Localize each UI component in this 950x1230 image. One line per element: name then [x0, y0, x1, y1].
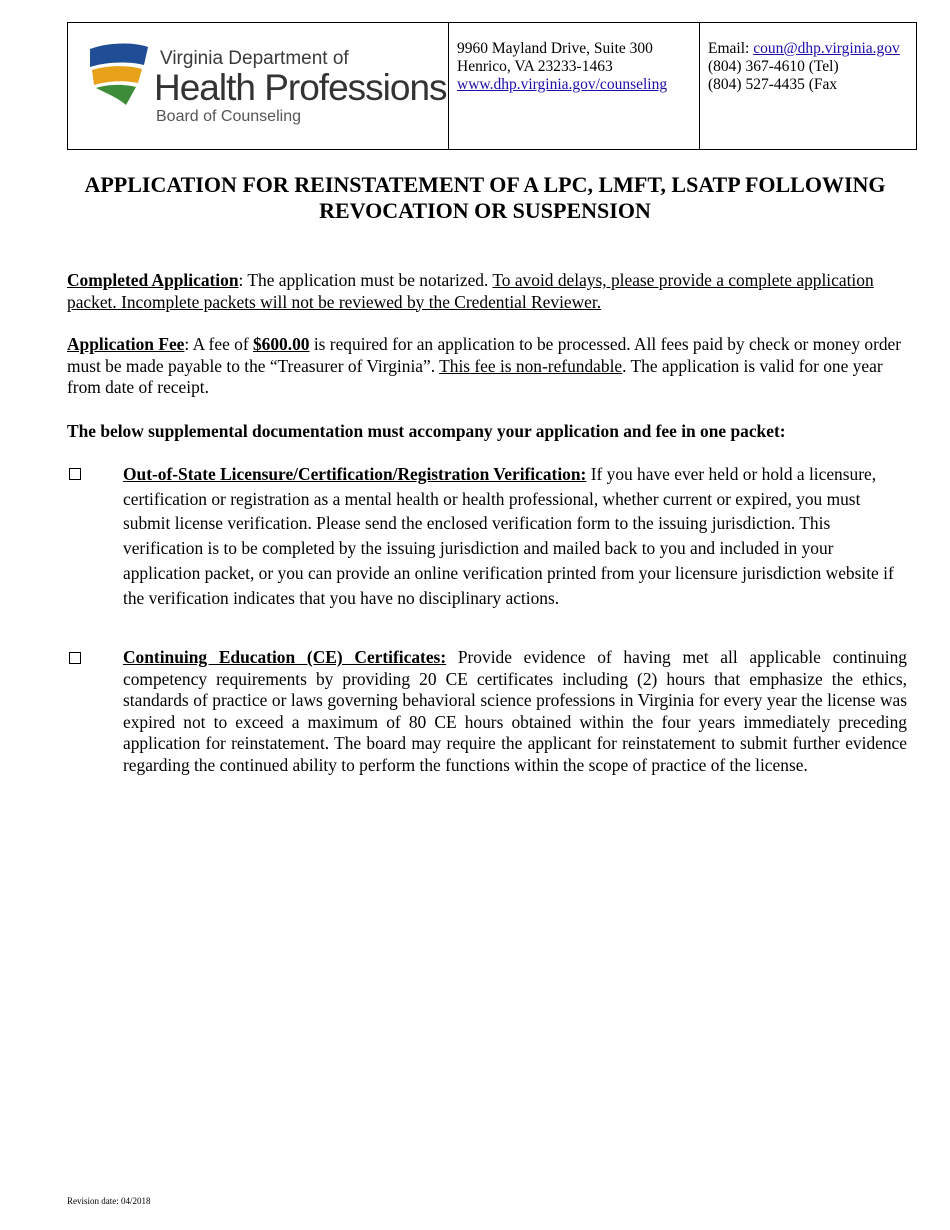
logo-text-line1: Virginia Department of	[160, 48, 349, 69]
supplemental-heading: The below supplemental documentation must accompany your application and fee in one packet:	[67, 421, 786, 441]
completed-application-heading: Completed Application	[67, 270, 239, 290]
checklist-item-text: If you have ever held or hold a licensure, certification or registration as a mental health or health professional, whether current or expired, you must submit license verification. Please send the enclosed verification form to the issuing jurisdiction. This verification is to be completed by the issuing jurisdiction and mailed back to you and included in your application packet, or you can provide an online verification printed from your licensure jurisdiction website if the verification indicates that you have no disciplinary actions.	[123, 464, 894, 608]
non-refundable-note: This fee is non-refundable	[439, 355, 623, 376]
email-link[interactable]: coun@dhp.virginia.gov	[753, 40, 900, 57]
checklist-item-heading: Continuing Education (CE) Certificates:	[123, 647, 447, 667]
address-line1: 9960 Mayland Drive, Suite 300	[457, 40, 653, 57]
logo-cell	[68, 23, 449, 150]
checkbox-ce-certificates[interactable]	[69, 652, 81, 664]
contact-cell	[700, 23, 917, 150]
application-fee-amount: $600.00	[252, 334, 310, 354]
completed-application-note: To avoid delays, please provide a complete application packet. Incomplete packets will not be reviewed by the Credential Reviewer.	[67, 270, 874, 312]
application-fee-text3: . The application is valid for one year from date of receipt.	[67, 355, 883, 397]
revision-date: Revision date: 04/2018	[67, 1196, 151, 1206]
checklist-item-heading: Out-of-State Licensure/Certification/Registration Verification:	[123, 464, 587, 484]
checklist-item-text: Provide evidence of having met all applicable continuing competency requirements by providing 20 CE certificates including (2) hours that emphasize the ethics, standards of practice or laws governing behavioral science professions in Virginia for every year the license was expired not to exceed a maximum of 80 CE hours obtained within the four years immediately preceding application for reinstatement. The board may require the applicant for reinstatement to submit further evidence regarding the continued ability to perform the functions within the scope of practice of the license.	[123, 647, 907, 775]
logo-text-line3: Board of Counseling	[156, 108, 301, 125]
address-line2: Henrico, VA 23233-1463	[457, 58, 613, 75]
checklist-item-ce-certificates	[123, 647, 907, 777]
fax: (804) 527-4435 (Fax	[708, 76, 838, 93]
application-fee-text2: is required for an application to be processed. All fees paid by check or money order must be made payable to the “Treasurer of Virginia”.	[67, 334, 902, 376]
application-fee-paragraph	[67, 334, 907, 399]
email-line	[708, 40, 916, 58]
letterhead	[67, 22, 917, 150]
logo-text-line2: Health Professions	[154, 67, 447, 108]
telephone: (804) 367-4610 (Tel)	[708, 58, 839, 75]
title-line1: APPLICATION FOR REINSTATEMENT OF A LPC, LMFT, LSATP FOLLOWING	[84, 172, 886, 197]
address-cell	[449, 23, 700, 150]
title-line2: REVOCATION OR SUSPENSION	[319, 198, 651, 223]
website-link[interactable]: www.dhp.virginia.gov/counseling	[457, 76, 668, 93]
dhp-emblem-icon	[86, 43, 152, 109]
dhp-logo	[68, 23, 448, 149]
page-title	[40, 172, 930, 224]
completed-application-paragraph	[67, 270, 907, 313]
application-fee-text1: : A fee of	[184, 334, 253, 354]
application-fee-heading: Application Fee	[67, 334, 185, 354]
checklist-item-verification	[123, 462, 907, 610]
email-label: Email:	[708, 40, 754, 57]
checkbox-verification[interactable]	[69, 468, 81, 480]
completed-application-text: : The application must be notarized.	[238, 270, 493, 290]
